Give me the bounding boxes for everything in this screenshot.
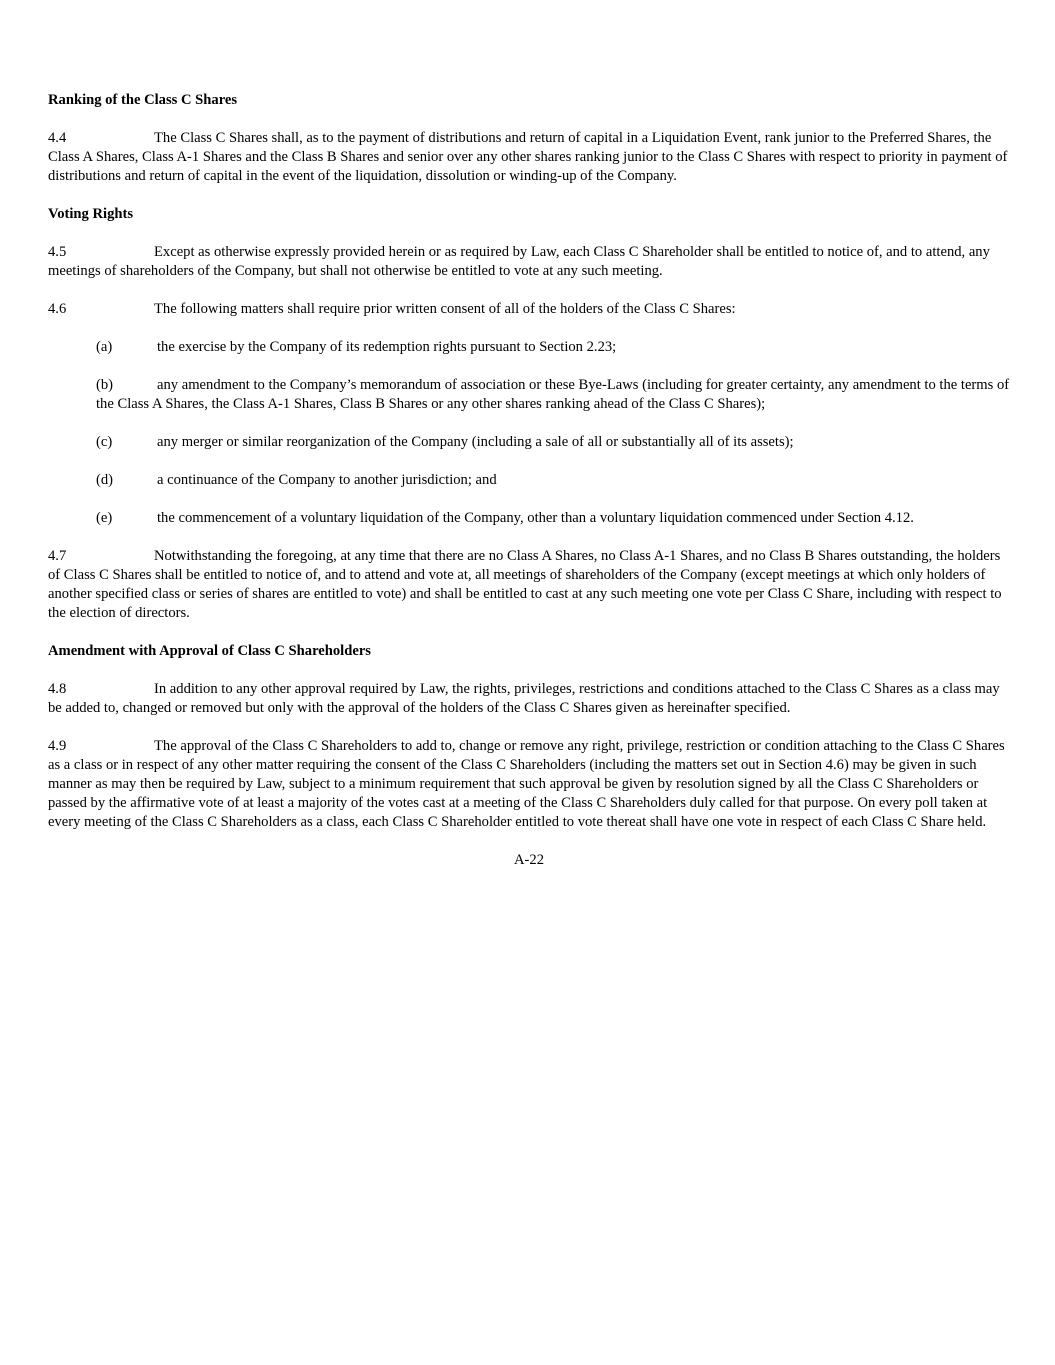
list-item-a — [96, 338, 1010, 357]
paragraph-4-8 — [48, 680, 1010, 718]
list-item-text: the commencement of a voluntary liquidation of the Company, other than a voluntary liquidation commenced under Section 4.12. — [157, 510, 914, 526]
list-item-d — [96, 471, 1010, 490]
section-heading-voting-rights: Voting Rights — [48, 206, 134, 222]
page-number: A-22 — [514, 852, 544, 868]
list-item-letter: (a) — [96, 339, 113, 355]
list-item-text: a continuance of the Company to another jurisdiction; and — [157, 472, 497, 488]
list-item-c — [96, 433, 1010, 452]
list-item-text: the exercise by the Company of its redemption rights pursuant to Section 2.23; — [157, 339, 617, 355]
paragraph-4-5 — [48, 243, 1010, 281]
paragraph-number: 4.5 — [48, 244, 67, 260]
paragraph-text: Notwithstanding the foregoing, at any time that there are no Class A Shares, no Class A-1 Shares, and no Class B Shares outstanding, the holders of Class C Shares shall be entitled to notice of, and to attend and vote at, all meetings of shareholders of the Company (except meetings at which only holders of another specified class or series of shares are entitled to vote) and shall be entitled to cast at any such meeting one vote per Class C Share, including with respect to the election of directors. — [48, 548, 1002, 621]
paragraph-text: The Class C Shares shall, as to the payment of distributions and return of capital in a Liquidation Event, rank junior to the Preferred Shares, the Class A Shares, Class A-1 Shares and the Class B Shares and senior over any other shares ranking junior to the Class C Shares with respect to priority in payment of distributions and return of capital in the event of the liquidation, dissolution or winding-up of the Company. — [48, 130, 1008, 184]
paragraph-4-9 — [48, 737, 1010, 832]
paragraph-number: 4.8 — [48, 681, 67, 697]
list-item-e — [96, 509, 1010, 528]
paragraph-text: The following matters shall require prior written consent of all of the holders of the Class C Shares: — [154, 301, 736, 317]
section-heading-amendment: Amendment with Approval of Class C Shareholders — [48, 643, 371, 659]
paragraph-4-6 — [48, 300, 1010, 319]
list-item-text: any merger or similar reorganization of the Company (including a sale of all or substantially all of its assets); — [157, 434, 794, 450]
paragraph-4-4 — [48, 129, 1010, 186]
paragraph-4-7 — [48, 547, 1010, 623]
list-item-text: any amendment to the Company’s memorandum of association or these Bye-Laws (including for greater certainty, any amendment to the terms of the Class A Shares, the Class A-1 Shares, Class B Shares or any other shares ranking ahead of the Class C Shares); — [96, 377, 1010, 412]
list-item-letter: (c) — [96, 434, 113, 450]
paragraph-text: The approval of the Class C Shareholders to add to, change or remove any right, privilege, restriction or condition attaching to the Class C Shares as a class or in respect of any other matter requiring the consent of the Class C Shareholders (including the matters set out in Section 4.6) may be given in such manner as may then be required by Law, subject to a minimum requirement that such approval be given by resolution signed by all the Class C Shareholders or passed by the affirmative vote of at least a majority of the votes cast at a meeting of the Class C Shareholders duly called for that purpose. On every poll taken at every meeting of the Class C Shareholders as a class, each Class C Shareholder entitled to vote thereat shall have one vote in respect of each Class C Share held. — [48, 738, 1005, 830]
list-item-letter: (e) — [96, 510, 113, 526]
paragraph-number: 4.6 — [48, 301, 67, 317]
paragraph-number: 4.9 — [48, 738, 67, 754]
list-item-letter: (d) — [96, 472, 114, 488]
paragraph-number: 4.7 — [48, 548, 67, 564]
document-page — [48, 91, 1010, 870]
paragraph-text: Except as otherwise expressly provided herein or as required by Law, each Class C Shareholder shall be entitled to notice of, and to attend, any meetings of shareholders of the Company, but shall not otherwise be entitled to vote at any such meeting. — [48, 244, 990, 279]
list-item-b — [96, 376, 1010, 414]
paragraph-text: In addition to any other approval required by Law, the rights, privileges, restrictions and conditions attached to the Class C Shares as a class may be added to, changed or removed but only with the approval of the holders of the Class C Shares given as hereinafter specified. — [48, 681, 1000, 716]
list-item-letter: (b) — [96, 377, 114, 393]
section-heading-ranking: Ranking of the Class C Shares — [48, 92, 238, 108]
paragraph-number: 4.4 — [48, 130, 67, 146]
